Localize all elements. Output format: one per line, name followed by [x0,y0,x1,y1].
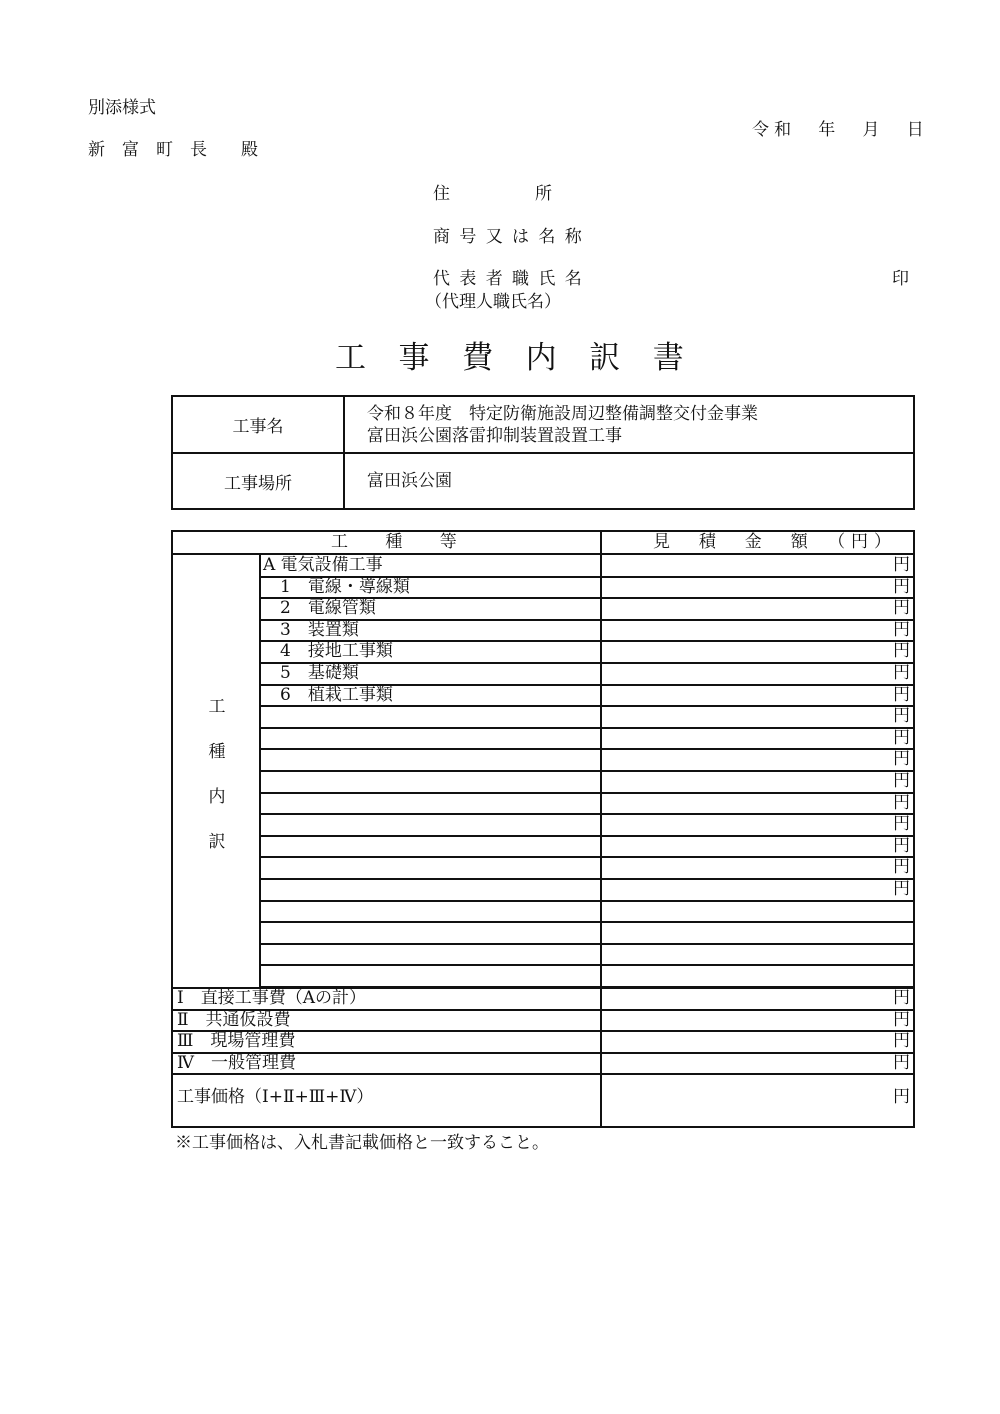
summary-yen: 円 [893,1031,910,1052]
project-location-label: 工事場所 [172,453,344,509]
item-row-line [259,856,913,858]
item-yen: 円 [893,555,910,575]
address-label: 住 所 [433,184,552,204]
representative-label: 代表者職氏名 [433,269,592,289]
item-yen: 円 [893,749,910,770]
project-name-value [344,396,914,453]
date-label: 令和 年 月 日 [752,120,929,140]
side-label-1: 工 [208,697,226,717]
item-yen: 円 [893,706,910,727]
item-label: 4 接地工事類 [263,641,393,662]
item-row-line [259,835,913,837]
item-yen: 円 [893,641,910,662]
item-row-line [259,878,913,880]
item-yen: 円 [893,619,910,640]
project-info-table [171,395,915,510]
side-label-2: 種 [208,742,226,762]
item-yen: 円 [893,576,910,597]
seal-label: 印 [892,269,909,289]
item-row-line [259,813,913,815]
project-name-line2: 富田浜公園落雷抑制装置設置工事 [367,425,622,446]
item-yen: 円 [893,771,910,791]
item-yen: 円 [893,857,910,878]
summary-label: Ⅱ 共通仮設費 [177,1009,291,1030]
project-name-label: 工事名 [172,396,344,453]
summary-label: Ⅲ 現場管理費 [177,1031,296,1052]
item-label: 6 植栽工事類 [263,684,393,705]
item-row-line [259,748,913,750]
agent-label: （代理人職氏名） [425,292,561,312]
item-yen: 円 [893,663,910,683]
item-yen: 円 [893,792,910,813]
summary-yen: 円 [893,1052,910,1073]
col-amount-header: 見 積 金 額 （円） [653,532,897,552]
item-yen: 円 [893,835,910,856]
item-yen: 円 [893,727,910,748]
item-row-line [259,964,913,966]
side-label-4: 訳 [208,832,226,852]
item-label: 1 電線・導線類 [263,576,410,597]
cost-breakdown-table [171,530,915,1128]
total-label: 工事価格（Ⅰ+Ⅱ+Ⅲ+Ⅳ） [177,1087,374,1107]
summary-yen: 円 [893,1009,910,1030]
summary-label: Ⅳ 一般管理費 [177,1052,296,1073]
item-row-line [259,921,913,923]
item-label: 5 基礎類 [263,663,359,683]
col-type-header: 工 種 等 [331,532,467,552]
item-label: 2 電線管類 [263,598,376,619]
column-divider [600,532,602,1126]
summary-row-line [173,1073,913,1075]
project-name-line1: 令和８年度 特定防衛施設周辺整備調整交付金事業 [367,403,758,424]
company-label: 商号又は名称 [433,227,592,247]
item-label: 3 装置類 [263,619,359,640]
document-title: 工事費内訳書 [335,340,717,376]
summary-label: Ⅰ 直接工事費（Aの計） [177,988,366,1008]
item-yen: 円 [893,684,910,705]
addressee: 新 富 町 長 殿 [88,140,258,160]
summary-yen: 円 [893,988,910,1008]
item-row-line [259,770,913,772]
item-yen: 円 [893,879,910,899]
item-yen: 円 [893,598,910,619]
side-label-3: 内 [208,787,226,807]
project-location-value: 富田浜公園 [344,453,914,509]
item-row-line [259,727,913,729]
item-row-line [259,900,913,902]
item-row-line [259,943,913,945]
item-row-line [259,792,913,794]
item-yen: 円 [893,814,910,835]
footnote: ※工事価格は、入札書記載価格と一致すること。 [175,1133,549,1153]
form-label: 別添様式 [88,98,156,118]
item-row-line [259,705,913,707]
item-label: A 電気設備工事 [263,555,383,575]
total-yen: 円 [893,1087,910,1107]
